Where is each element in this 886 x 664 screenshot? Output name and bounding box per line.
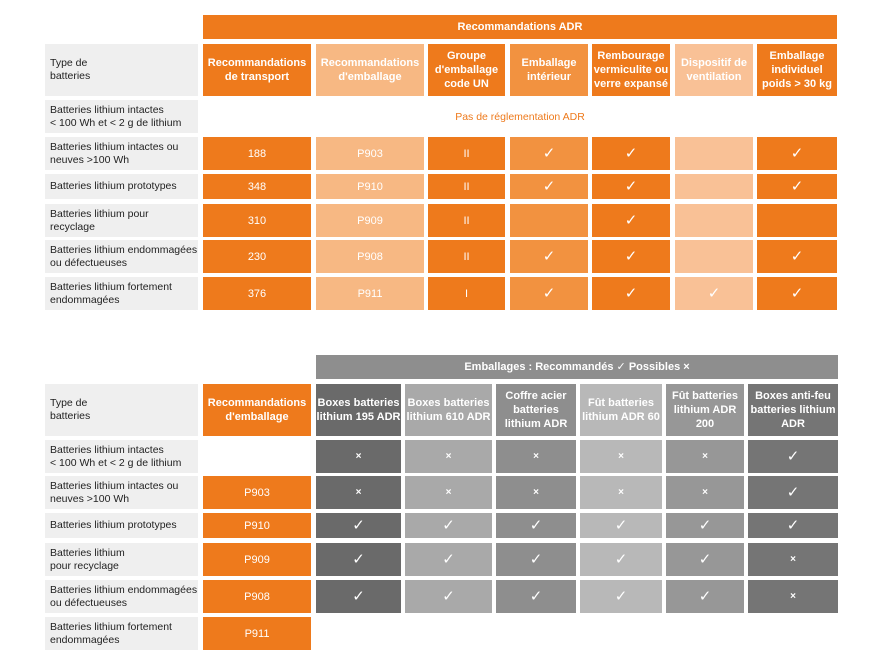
table1-cell <box>675 204 753 237</box>
check-icon: ✓ <box>757 277 837 310</box>
table2-col-header: Boxes batteries lithium 195 ADR <box>316 384 401 436</box>
cross-icon: × <box>748 543 838 576</box>
table1-cell: II <box>428 137 505 170</box>
check-icon: ✓ <box>757 137 837 170</box>
table2-row-label: Batteries lithium fortement endommagées <box>45 617 198 650</box>
table1-row-label: Batteries lithium prototypes <box>45 174 198 199</box>
cross-icon: × <box>405 476 492 509</box>
check-icon: ✓ <box>580 513 662 538</box>
table1-cell: P908 <box>316 240 424 273</box>
check-icon: ✓ <box>748 513 838 538</box>
table2-pack-cell: P908 <box>203 580 311 613</box>
table1-row-label: Batteries lithium pour recyclage <box>45 204 198 237</box>
check-icon: ✓ <box>592 240 670 273</box>
cross-icon: × <box>580 476 662 509</box>
table1-cell: P911 <box>316 277 424 310</box>
table1-col-header: Recommandations d'emballage <box>316 44 424 96</box>
table1-col-header: Emballage intérieur <box>510 44 588 96</box>
check-icon: ✓ <box>405 513 492 538</box>
table1-col-header: Dispositif de ventilation <box>675 44 753 96</box>
table2-col-header: Boxes batteries lithium 610 ADR <box>405 384 492 436</box>
table2-pack-cell: P903 <box>203 476 311 509</box>
table2-row-label: Batteries lithium intactes < 100 Wh et < 2 g de lithium <box>45 440 198 473</box>
check-icon: ✓ <box>757 240 837 273</box>
check-icon: ✓ <box>748 476 838 509</box>
table2-col-header: Fût batteries lithium ADR 60 <box>580 384 662 436</box>
table1-cell: II <box>428 174 505 199</box>
table1-row-label: Batteries lithium endommagées ou défectueuses <box>45 240 198 273</box>
table1-row-header: Type de batteries <box>45 44 198 96</box>
table1-cell: P903 <box>316 137 424 170</box>
check-icon: ✓ <box>316 543 401 576</box>
table1-col-header: Rembourage vermiculite ou verre expansé <box>592 44 670 96</box>
cross-icon: × <box>405 440 492 473</box>
check-icon: ✓ <box>405 543 492 576</box>
table2-col-header: Boxes anti-feu batteries lithium ADR <box>748 384 838 436</box>
check-icon: ✓ <box>748 440 838 473</box>
check-icon: ✓ <box>592 204 670 237</box>
table1-cell: I <box>428 277 505 310</box>
check-icon: ✓ <box>510 174 588 199</box>
table1-col-header: Emballage individuel poids > 30 kg <box>757 44 837 96</box>
check-icon: ✓ <box>316 580 401 613</box>
cross-icon: × <box>666 476 744 509</box>
table1-cell <box>675 137 753 170</box>
table2-col-header: Coffre acier batteries lithium ADR <box>496 384 576 436</box>
table1-cell: 310 <box>203 204 311 237</box>
table1-cell: P909 <box>316 204 424 237</box>
table2-pack-cell: P909 <box>203 543 311 576</box>
table1-row-label: Batteries lithium intactes ou neuves >100 Wh <box>45 137 198 170</box>
check-icon: ✓ <box>580 543 662 576</box>
cross-icon: × <box>496 440 576 473</box>
check-icon: ✓ <box>675 277 753 310</box>
check-icon: ✓ <box>666 513 744 538</box>
table2-pack-header: Recommandations d'emballage <box>203 384 311 436</box>
table1-row-label: Batteries lithium fortement endommagées <box>45 277 198 310</box>
table1-cell <box>675 240 753 273</box>
check-icon: ✓ <box>666 543 744 576</box>
table2-pack-cell: P911 <box>203 617 311 650</box>
check-icon: ✓ <box>316 513 401 538</box>
table2-row-label: Batteries lithium prototypes <box>45 513 198 538</box>
table2-row-label: Batteries lithium intactes ou neuves >100 Wh <box>45 476 198 509</box>
check-icon: ✓ <box>592 277 670 310</box>
check-icon: ✓ <box>592 137 670 170</box>
table2-col-header: Fût batteries lithium ADR 200 <box>666 384 744 436</box>
check-icon: ✓ <box>592 174 670 199</box>
table1-cell: II <box>428 204 505 237</box>
check-icon: ✓ <box>405 580 492 613</box>
cross-icon: × <box>580 440 662 473</box>
check-icon: ✓ <box>510 277 588 310</box>
table1-cell <box>675 174 753 199</box>
table2-row-header: Type de batteries <box>45 384 198 436</box>
cross-icon: × <box>316 476 401 509</box>
check-icon: ✓ <box>666 580 744 613</box>
table1-cell: 376 <box>203 277 311 310</box>
cross-icon: × <box>666 440 744 473</box>
table1-cell <box>757 204 837 237</box>
table2-row-label: Batteries lithium endommagées ou défectueuses <box>45 580 198 613</box>
table2-row-label: Batteries lithium pour recyclage <box>45 543 198 576</box>
check-icon: ✓ <box>496 543 576 576</box>
check-icon: ✓ <box>510 137 588 170</box>
table1-col-header: Groupe d'emballage code UN <box>428 44 505 96</box>
table2-pack-cell: P910 <box>203 513 311 538</box>
table1-cell: 188 <box>203 137 311 170</box>
table2-banner: Emballages : Recommandés ✓ Possibles × <box>316 355 838 379</box>
table1-cell: 230 <box>203 240 311 273</box>
table1-row-label: Batteries lithium intactes < 100 Wh et < 2 g de lithium <box>45 100 198 133</box>
cross-icon: × <box>496 476 576 509</box>
check-icon: ✓ <box>757 174 837 199</box>
check-icon: ✓ <box>510 240 588 273</box>
table1-col-header: Recommandations de transport <box>203 44 311 96</box>
table1-cell: II <box>428 240 505 273</box>
check-icon: ✓ <box>496 513 576 538</box>
cross-icon: × <box>748 580 838 613</box>
check-icon: ✓ <box>580 580 662 613</box>
table1-cell <box>510 204 588 237</box>
check-icon: ✓ <box>496 580 576 613</box>
table1-no-regulation: Pas de réglementation ADR <box>203 100 837 133</box>
table1-banner: Recommandations ADR <box>203 15 837 39</box>
table1-cell: 348 <box>203 174 311 199</box>
table1-cell: P910 <box>316 174 424 199</box>
cross-icon: × <box>316 440 401 473</box>
